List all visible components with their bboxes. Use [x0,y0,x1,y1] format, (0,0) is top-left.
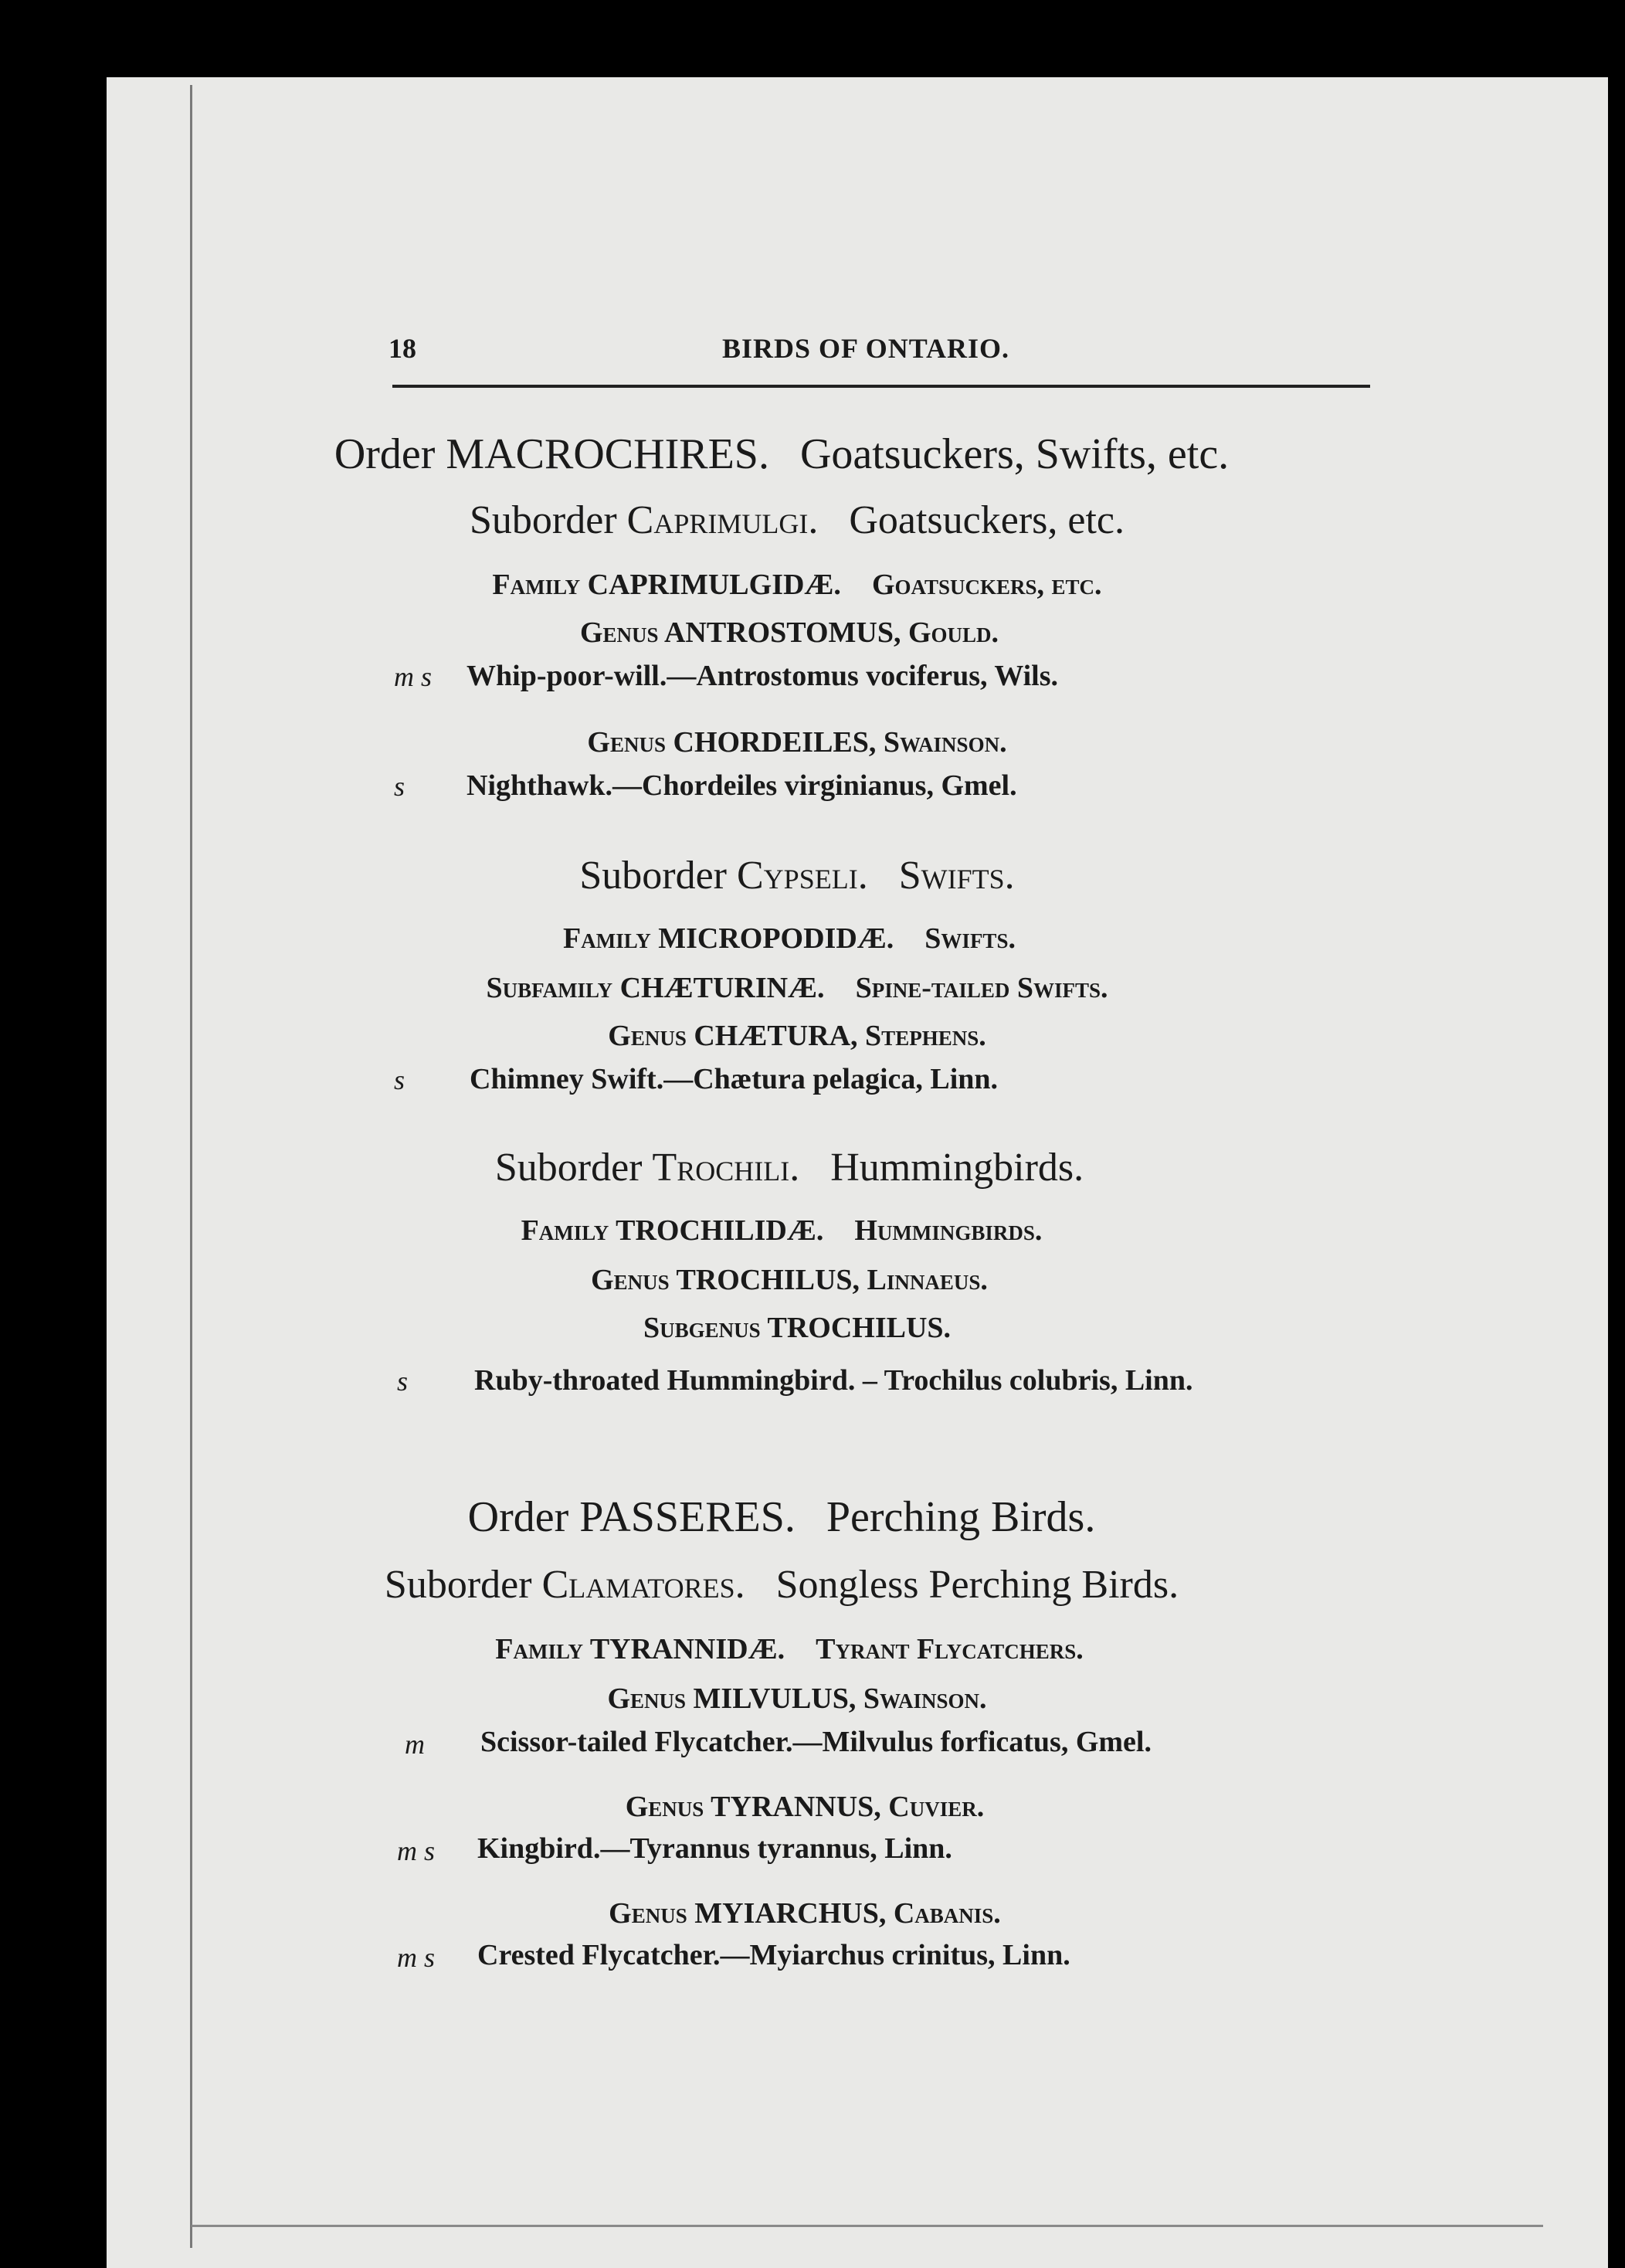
genus-heading: Genus ANTROSTOMUS, Gould. [579,616,999,649]
suborder-heading: Suborder Caprimulgi. Goatsuckers, etc. [470,498,1125,542]
genus-heading: Genus MYIARCHUS, Cabanis. [609,1897,1001,1930]
order-heading: Order PASSERES. Perching Birds. [467,1493,1096,1541]
species-entry: Ruby-throated Hummingbird. – Trochilus colubris, Linn. [474,1364,1193,1397]
status-mark: m s [397,1835,436,1866]
family-heading: Family TROCHILIDÆ. Hummingbirds. [521,1214,1043,1247]
suborder-heading: Suborder Trochili. Hummingbirds. [494,1146,1084,1190]
genus-heading: Genus CHORDEILES, Swainson. [587,726,1007,759]
genus-heading: Genus TYRANNUS, Cuvier. [625,1791,985,1823]
genus-heading: Genus MILVULUS, Swainson. [607,1682,987,1715]
suborder-heading: Suborder Cypseli. Swifts. [579,854,1015,898]
species-entry: Kingbird.—Tyrannus tyrannus, Linn. [477,1832,952,1865]
suborder-heading: Suborder Clamatores. Songless Perching Birds. [384,1563,1179,1607]
order-heading: Order MACROCHIRES. Goatsuckers, Swifts, etc. [334,430,1230,478]
page-number: 18 [388,333,416,364]
family-heading: Family CAPRIMULGIDÆ. Goatsuckers, etc. [492,569,1102,601]
family-heading: Family TYRANNIDÆ. Tyrant Flycatchers. [495,1633,1084,1665]
genus-heading: Genus TROCHILUS, Linnaeus. [591,1264,988,1296]
subfamily-heading: Subfamily CHÆTURINÆ. Spine-tailed Swifts. [486,972,1108,1004]
species-entry: Scissor-tailed Flycatcher.—Milvulus forficatus, Gmel. [480,1726,1152,1758]
header-rule [392,385,1370,388]
species-entry: Chimney Swift.—Chætura pelagica, Linn. [470,1063,999,1095]
running-title: BIRDS OF ONTARIO. [722,333,1010,364]
status-mark: m s [397,1942,436,1973]
status-mark: s [397,1366,409,1397]
status-mark: m [405,1729,425,1760]
species-entry: Whip-poor-will.—Antrostomus vociferus, Wils. [466,660,1059,692]
family-heading: Family MICROPODIDÆ. Swifts. [563,922,1016,955]
species-entry: Crested Flycatcher.—Myiarchus crinitus, Linn. [477,1939,1070,1971]
genus-heading: Genus CHÆTURA, Stephens. [608,1020,986,1052]
subgenus-heading: Subgenus TROCHILUS. [643,1312,952,1344]
status-mark: s [394,771,405,802]
status-mark: s [394,1064,405,1095]
status-mark: m s [394,661,433,692]
species-entry: Nighthawk.—Chordeiles virginianus, Gmel. [466,769,1017,802]
